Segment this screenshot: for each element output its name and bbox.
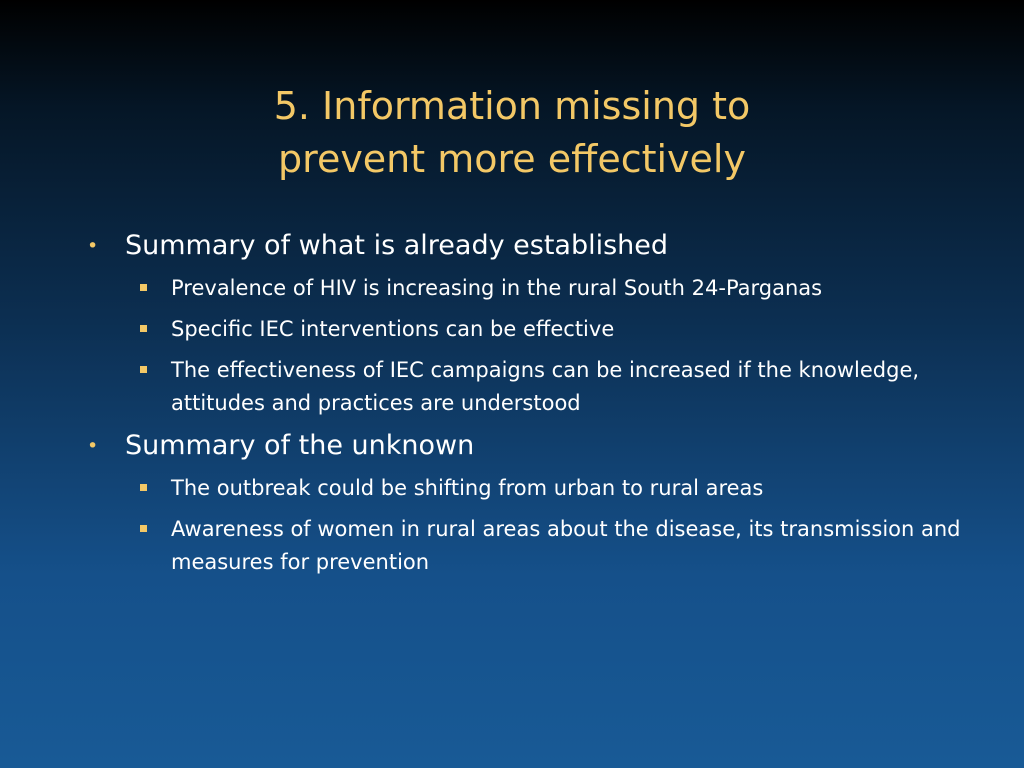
round-bullet-icon: • — [87, 235, 99, 257]
sub-bullet-prevalence — [84, 272, 964, 305]
established-sublist — [84, 272, 964, 420]
sub-bullet-effectiveness — [84, 354, 964, 420]
sub-bullet-effectiveness-text: The effectiveness of IEC campaigns can be increased if the knowledge, attitudes and practices are understood — [171, 358, 920, 415]
sub-bullet-prevalence-text: Prevalence of HIV is increasing in the rural South 24-Parganas — [171, 276, 823, 300]
square-bullet-icon — [140, 284, 147, 291]
square-bullet-icon — [140, 325, 147, 332]
bullet-unknown-text: Summary of the unknown — [125, 430, 475, 461]
sub-bullet-outbreak — [84, 472, 964, 505]
sub-bullet-interventions — [84, 313, 964, 346]
sub-bullet-outbreak-text: The outbreak could be shifting from urban to rural areas — [171, 476, 764, 500]
square-bullet-icon — [140, 525, 147, 532]
sub-bullet-awareness-text: Awareness of women in rural areas about the disease, its transmission and measures for prevention — [171, 517, 961, 574]
slide-body — [84, 228, 964, 587]
slide-title-line-2: prevent more effectively — [278, 137, 746, 181]
bullet-established-text: Summary of what is already established — [125, 230, 669, 261]
bullet-unknown — [84, 428, 964, 464]
bullet-established — [84, 228, 964, 264]
sub-bullet-interventions-text: Specific IEC interventions can be effective — [171, 317, 615, 341]
sub-bullet-awareness — [84, 513, 964, 579]
round-bullet-icon: • — [87, 435, 99, 457]
square-bullet-icon — [140, 366, 147, 373]
slide-title-line-1: 5. Information missing to — [273, 84, 751, 128]
unknown-sublist — [84, 472, 964, 579]
slide-title — [0, 80, 1024, 186]
square-bullet-icon — [140, 484, 147, 491]
